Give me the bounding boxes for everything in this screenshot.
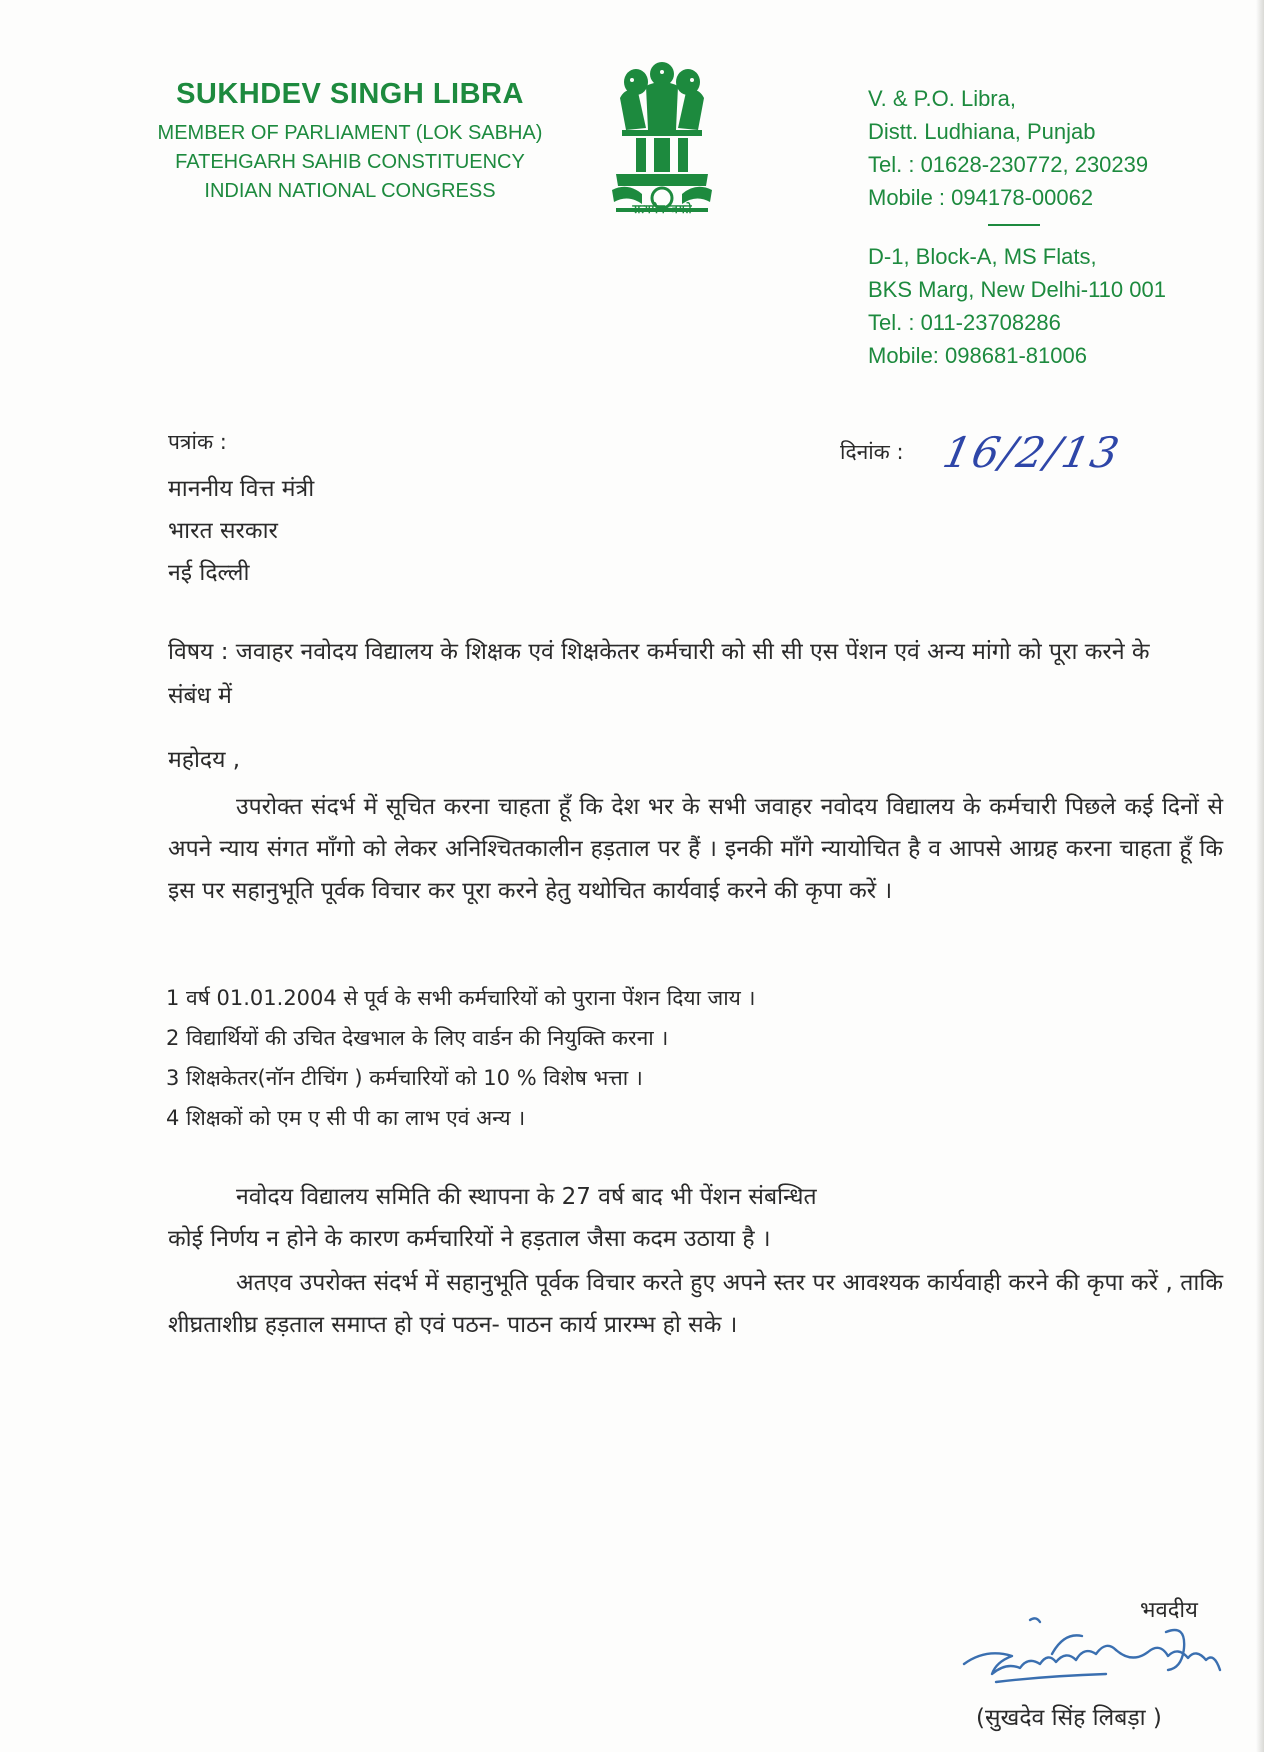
mobile-line: Mobile : 094178-00062 xyxy=(868,185,1094,210)
handwritten-date: 16/2/13 xyxy=(938,428,1126,477)
paragraph-text: कोई निर्णय न होने के कारण कर्मचारियों ने हड़ताल जैसा कदम उठाया है । xyxy=(168,1226,771,1252)
date-label: दिनांक : xyxy=(840,440,904,464)
demands-list xyxy=(166,978,755,1138)
body-paragraph-3 xyxy=(168,1262,1223,1346)
phone-line: Tel. : 011-23708286 xyxy=(868,310,1061,335)
national-emblem-icon xyxy=(606,58,718,218)
mobile-line: Mobile: 098681-81006 xyxy=(868,343,1087,368)
list-item: 3 शिक्षकेतर(नॉन टीचिंग ) कर्मचारियों को 10 % विशेष भत्ता । xyxy=(166,1066,643,1090)
signatory-name: (सुखदेव सिंह लिबड़ा ) xyxy=(976,1705,1162,1731)
address-divider xyxy=(988,224,1040,226)
sender-party: INDIAN NATIONAL CONGRESS xyxy=(204,180,496,202)
sender-constituency: FATEHGARH SAHIB CONSTITUENCY xyxy=(175,151,525,173)
letterhead-addresses xyxy=(868,82,1208,372)
emblem-motto: सत्यमेव जयते xyxy=(632,202,692,216)
phone-line: Tel. : 01628-230772, 230239 xyxy=(868,152,1149,177)
page-edge-shadow xyxy=(1256,0,1264,1752)
reference-label: पत्रांक : xyxy=(168,430,227,454)
address-line: BKS Marg, New Delhi-110 001 xyxy=(868,277,1166,302)
recipient-address xyxy=(168,468,314,594)
body-paragraph-1 xyxy=(168,786,1223,912)
list-item: 1 वर्ष 01.01.2004 से पूर्व के सभी कर्मचारियों को पुराना पेंशन दिया जाय । xyxy=(166,986,756,1010)
list-item: 4 शिक्षकों को एम ए सी पी का लाभ एवं अन्य । xyxy=(166,1106,526,1130)
recipient-line: माननीय वित्त मंत्री xyxy=(168,476,315,502)
paragraph-text: उपरोक्त संदर्भ में सूचित करना चाहता हूँ कि देश भर के सभी जवाहर नवोदय विद्यालय के कर्मचारी पिछले कई दिनों से अपने न्याय संगत माँगो को लेकर अनिश्चितकालीन हड़ताल पर हैं । इनकी माँगे न्यायोचित है व आपसे आग्रह करना चाहता हूँ कि इस पर सहानुभूति पूर्वक विचार कर पूरा करने हेतु यथोचित कार्यवाई करने की कृपा करें । xyxy=(168,794,1223,904)
recipient-line: भारत सरकार xyxy=(168,518,278,544)
list-item: 2 विद्यार्थियों की उचित देखभाल के लिए वार्डन की नियुक्ति करना । xyxy=(166,1026,669,1050)
salutation: महोदय , xyxy=(168,747,241,773)
sender-designation: MEMBER OF PARLIAMENT (LOK SABHA) xyxy=(157,122,543,144)
address-line: V. & P.O. Libra, xyxy=(868,86,1016,111)
paragraph-text: अतएव उपरोक्त संदर्भ में सहानुभूति पूर्वक विचार करते हुए अपने स्तर पर आवश्यक कार्यवाही करने की कृपा करें , ताकि शीघ्रताशीघ्र हड़ताल समाप्त हो एवं पठन- पाठन कार्य प्रारम्भ हो सके । xyxy=(168,1270,1223,1338)
closing-word: भवदीय xyxy=(1140,1598,1198,1623)
sender-name: SUKHDEV SINGH LIBRA xyxy=(176,78,524,110)
subject-line: विषय : जवाहर नवोदय विद्यालय के शिक्षक एवं शिक्षकेतर कर्मचारी को सी सी एस पेंशन एवं अन्य मांगो को पूरा करने के संबंध में xyxy=(168,639,1150,709)
letterhead-sender xyxy=(150,78,550,206)
recipient-line: नई दिल्ली xyxy=(168,560,250,586)
address-line: Distt. Ludhiana, Punjab xyxy=(868,119,1096,144)
address-line: D-1, Block-A, MS Flats, xyxy=(868,244,1097,269)
body-paragraph-2 xyxy=(168,1176,1168,1260)
paragraph-text: नवोदय विद्यालय समिति की स्थापना के 27 वर्ष बाद भी पेंशन संबन्धित xyxy=(236,1184,817,1210)
